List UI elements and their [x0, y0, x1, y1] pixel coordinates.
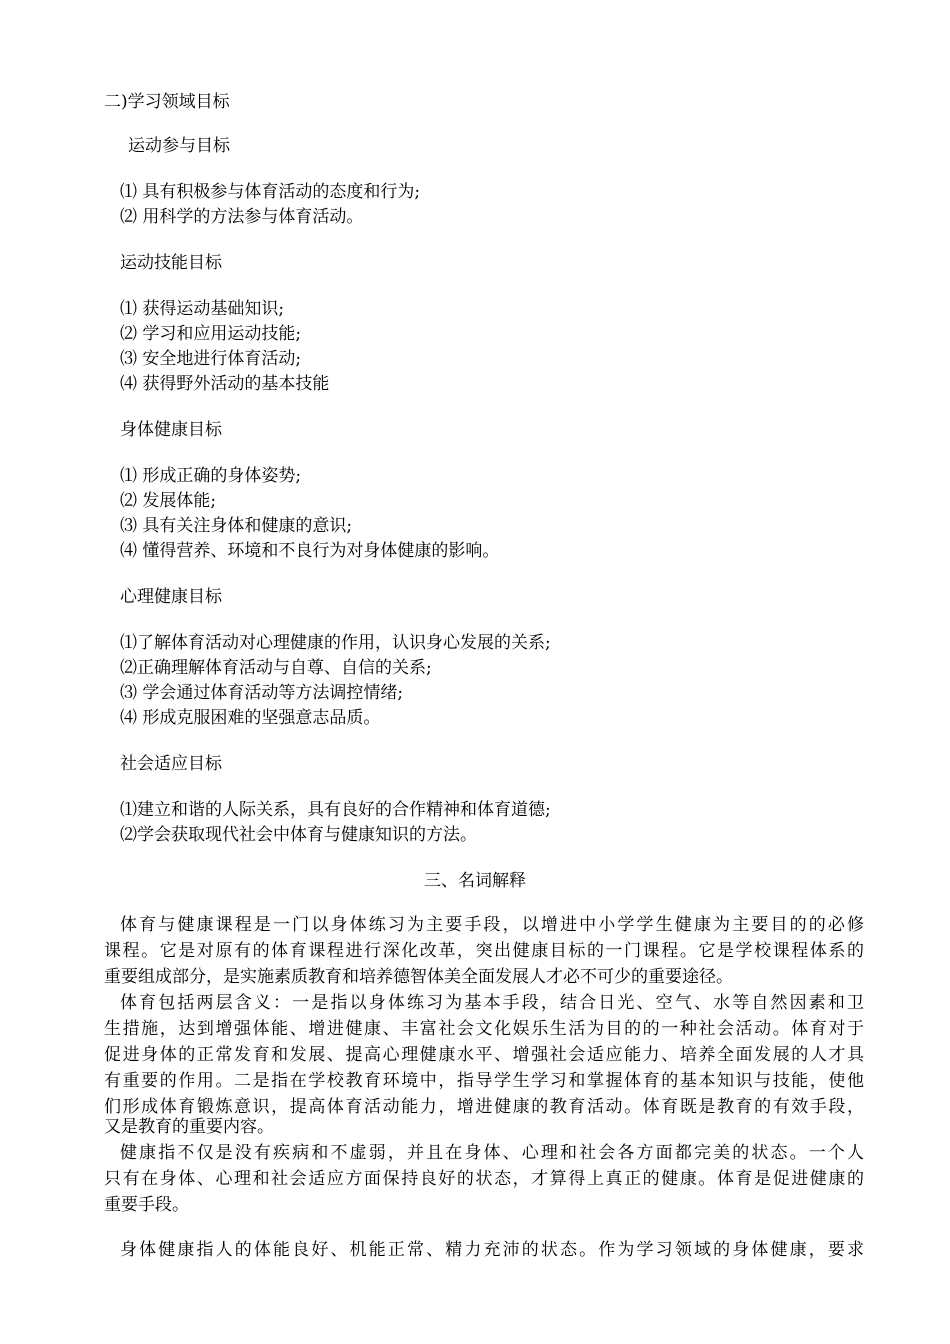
- list-item: ⑵ 发展体能;: [120, 491, 217, 511]
- list-item: ⑴ 具有积极参与体育活动的态度和行为;: [120, 182, 421, 202]
- paragraph-line: 重要手段。: [104, 1195, 189, 1215]
- list-item: ⑶ 学会通过体育活动等方法调控情绪;: [120, 683, 404, 703]
- list-item: ⑴了解体育活动对心理健康的作用，认识身心发展的关系;: [120, 633, 551, 653]
- paragraph-line: 身体健康指人的体能良好、机能正常、精力充沛的状态。作为学习领域的身体健康，要求: [120, 1240, 864, 1260]
- list-item: ⑶ 安全地进行体育活动;: [120, 349, 302, 369]
- list-item: ⑴ 形成正确的身体姿势;: [120, 466, 302, 486]
- category-title: 运动参与目标: [128, 136, 230, 156]
- list-item: ⑵ 学习和应用运动技能;: [120, 324, 302, 344]
- paragraph-line: 们形成体育锻炼意识，提高体育活动能力，增进健康的教育活动。体育既是教育的有效手段，: [104, 1097, 864, 1117]
- list-item: ⑴ 获得运动基础知识;: [120, 299, 285, 319]
- paragraph-line: 重要组成部分，是实施素质教育和培养德智体美全面发展人才必不可少的重要途径。: [104, 967, 733, 987]
- paragraph-line: 又是教育的重要内容。: [104, 1117, 274, 1137]
- list-item: ⑷ 形成克服困难的坚强意志品质。: [120, 708, 381, 728]
- category-title: 心理健康目标: [120, 587, 222, 607]
- list-item: ⑷ 获得野外活动的基本技能: [120, 374, 330, 394]
- paragraph-line: 只有在身体、心理和社会适应方面保持良好的状态，才算得上真正的健康。体育是促进健康的: [104, 1169, 864, 1189]
- list-item: ⑵正确理解体育活动与自尊、自信的关系;: [120, 658, 432, 678]
- paragraph-line: 促进身体的正常发育和发展、提高心理健康水平、增强社会适应能力、培养全面发展的人才具: [104, 1045, 864, 1065]
- list-item: ⑷ 懂得营养、环境和不良行为对身体健康的影响。: [120, 541, 500, 561]
- paragraph-line: 健康指不仅是没有疾病和不虚弱，并且在身体、心理和社会各方面都完美的状态。一个人: [120, 1143, 864, 1163]
- category-title: 运动技能目标: [120, 253, 222, 273]
- category-title: 社会适应目标: [120, 754, 222, 774]
- paragraph-line: 有重要的作用。二是指在学校教育环境中，指导学生学习和掌握体育的基本知识与技能，使他: [104, 1071, 864, 1091]
- section-title: 三、名词解释: [424, 871, 526, 891]
- paragraph-line: 生措施，达到增强体能、增进健康、丰富社会文化娱乐生活为目的的一种社会活动。体育对于: [104, 1019, 864, 1039]
- paragraph-line: 体育与健康课程是一门以身体练习为主要手段，以增进中小学学生健康为主要目的的必修: [120, 915, 864, 935]
- section-heading: 二)学习领域目标: [104, 92, 230, 112]
- list-item: ⑴建立和谐的人际关系，具有良好的合作精神和体育道德;: [120, 800, 551, 820]
- category-title: 身体健康目标: [120, 420, 222, 440]
- list-item: ⑵学会获取现代社会中体育与健康知识的方法。: [120, 825, 477, 845]
- paragraph-line: 课程。它是对原有的体育课程进行深化改革，突出健康目标的一门课程。它是学校课程体系的: [104, 941, 864, 961]
- list-item: ⑵ 用科学的方法参与体育活动。: [120, 207, 364, 227]
- list-item: ⑶ 具有关注身体和健康的意识;: [120, 516, 353, 536]
- paragraph-line: 体育包括两层含义：一是指以身体练习为基本手段，结合日光、空气、水等自然因素和卫: [120, 993, 864, 1013]
